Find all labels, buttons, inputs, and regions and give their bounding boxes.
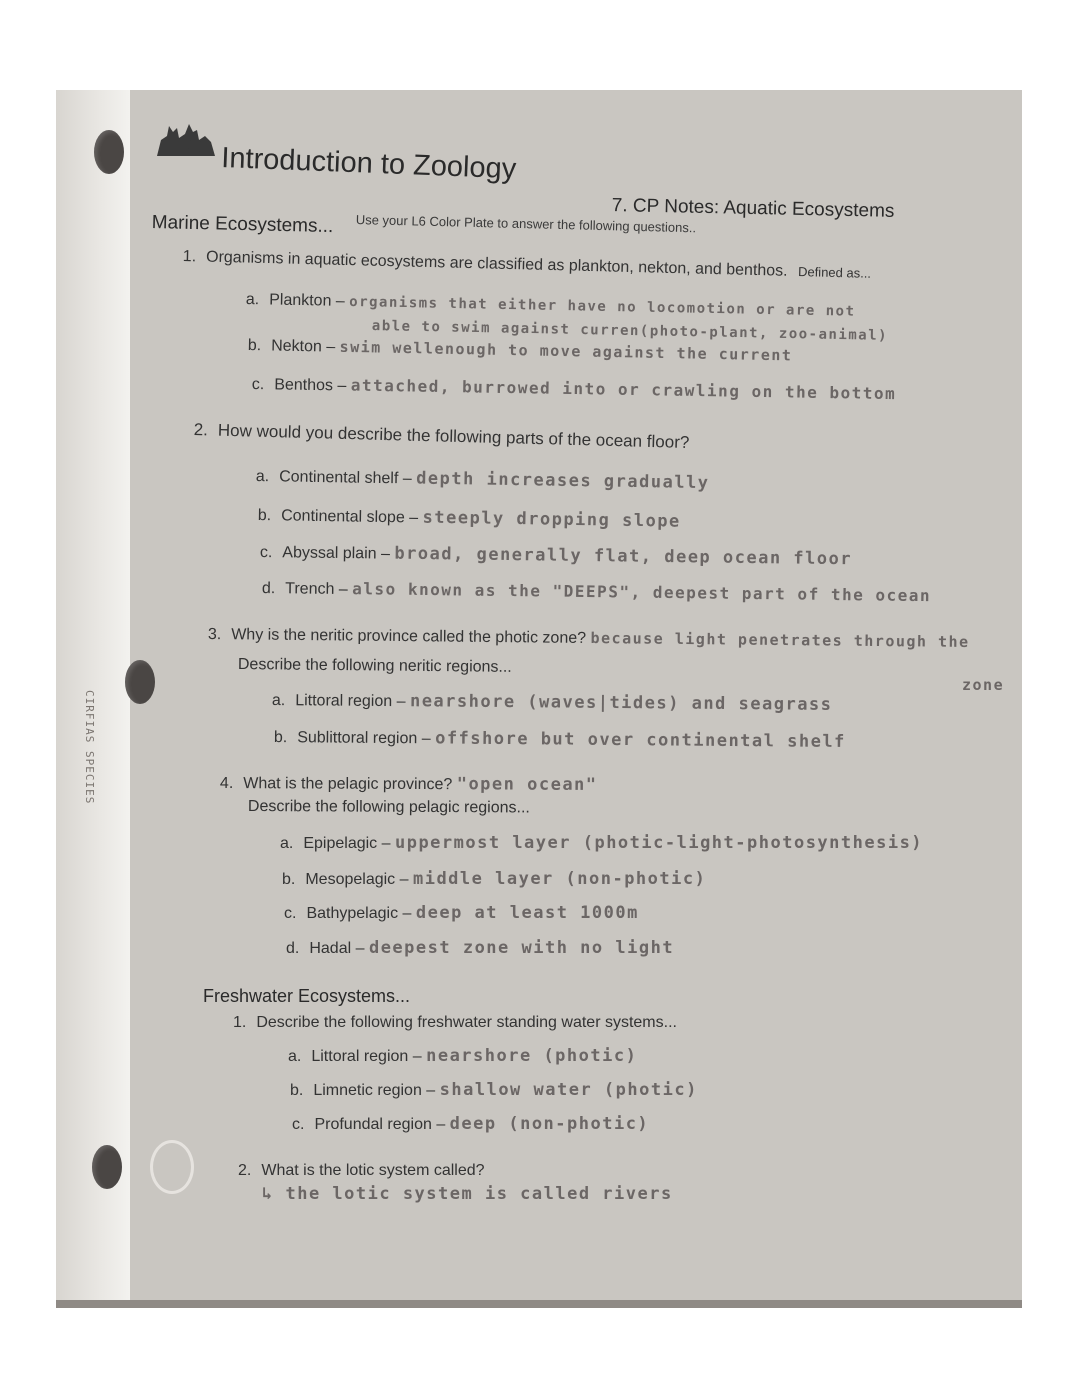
margin-side-text: CIRFIAS SPECIES xyxy=(83,690,96,805)
question-suffix: Defined as... xyxy=(797,264,872,281)
mesopelagic-item xyxy=(282,869,706,889)
item-letter: c. xyxy=(292,1116,305,1133)
item-label: Hadal – xyxy=(309,940,365,957)
binder-hole-middle xyxy=(125,660,155,704)
item-letter: a. xyxy=(280,835,294,852)
item-letter: a. xyxy=(245,291,260,309)
freshwater-profundal-item xyxy=(292,1114,649,1134)
marine-heading: Marine Ecosystems... xyxy=(151,212,334,238)
handwritten-answer: swim wellenough to move against the current xyxy=(339,337,793,365)
item-letter: b. xyxy=(282,871,296,888)
handwritten-answer: deep at least 1000m xyxy=(415,903,639,923)
freshwater-limnetic-item xyxy=(290,1080,698,1100)
handwritten-answer: nearshore (photic) xyxy=(426,1046,638,1066)
bottom-shadow xyxy=(56,1300,1022,1308)
item-label: Epipelagic – xyxy=(303,835,391,852)
handwritten-answer: shallow water (photic) xyxy=(439,1080,698,1100)
question-text: How would you describe the following parts of the ocean floor? xyxy=(217,420,690,452)
handwritten-answer: "open ocean" xyxy=(456,774,598,795)
handwritten-answer: deepest zone with no light xyxy=(368,938,675,958)
neritic-subprompt: Describe the following neritic regions... xyxy=(237,656,512,676)
item-label: Plankton – xyxy=(269,291,345,310)
worksheet-subtitle: 7. CP Notes: Aquatic Ecosystems xyxy=(611,195,895,222)
handwritten-answer: steeply dropping slope xyxy=(422,507,681,532)
question-text: Organisms in aquatic ecosystems are classified as plankton, nekton, and benthos. xyxy=(205,248,788,280)
item-letter: a. xyxy=(255,467,270,486)
item-letter: a. xyxy=(271,691,286,710)
handwritten-answer: depth increases gradually xyxy=(415,468,710,494)
binder-hole-top xyxy=(94,130,124,174)
item-label: Littoral region – xyxy=(311,1048,422,1065)
item-letter: b. xyxy=(247,336,262,355)
item-label: Littoral region – xyxy=(295,692,406,711)
handwritten-answer: ↳ the lotic system is called rivers xyxy=(262,1184,673,1204)
question-number: 2. xyxy=(193,420,209,440)
handwritten-answer: deep (non-photic) xyxy=(449,1114,650,1134)
freshwater-question-1 xyxy=(233,1014,677,1032)
question-text: Why is the neritic province called the photic zone? xyxy=(231,626,587,647)
item-label: Continental shelf – xyxy=(279,468,412,488)
item-letter: b. xyxy=(257,506,272,525)
question-text: What is the lotic system called? xyxy=(261,1162,485,1179)
item-letter: d. xyxy=(286,940,300,957)
item-label: Profundal region – xyxy=(314,1116,446,1133)
item-letter: b. xyxy=(290,1082,304,1099)
binder-hole-bottom xyxy=(92,1145,122,1189)
question-number: 1. xyxy=(233,1014,247,1031)
handwritten-answer-continued: able to swim against curren(photo-plant, zoo-animal) xyxy=(371,318,889,344)
item-label: Limnetic region – xyxy=(313,1082,436,1099)
question-number: 3. xyxy=(207,625,222,644)
item-letter: c. xyxy=(284,905,297,922)
item-label: Mesopelagic – xyxy=(305,871,409,888)
item-letter: c. xyxy=(259,543,273,562)
handwritten-answer: offshore but over continental shelf xyxy=(435,728,846,752)
freshwater-heading: Freshwater Ecosystems... xyxy=(203,986,411,1006)
instructions-text: Use your L6 Color Plate to answer the following questions.. xyxy=(355,212,697,236)
animals-silhouette-icon xyxy=(155,118,217,158)
handwritten-answer: attached, burrowed into or crawling on the bottom xyxy=(350,375,897,404)
item-label: Nekton – xyxy=(270,337,336,356)
handwritten-answer: nearshore (waves|tides) and seagrass xyxy=(409,691,833,715)
question-number: 4. xyxy=(219,775,234,793)
question-number: 1. xyxy=(182,248,197,266)
freshwater-littoral-item xyxy=(288,1046,637,1066)
item-letter: a. xyxy=(288,1048,302,1065)
question-number: 2. xyxy=(238,1162,252,1179)
binder-hole-ring xyxy=(150,1140,194,1194)
pelagic-subprompt: Describe the following pelagic regions... xyxy=(247,798,530,817)
item-label: Benthos – xyxy=(274,376,347,395)
handwritten-answer: also known as the "DEEPS", deepest part of the ocean xyxy=(352,579,932,606)
item-label: Continental slope – xyxy=(281,507,419,527)
item-letter: c. xyxy=(251,375,265,394)
question-text: What is the pelagic province? xyxy=(243,775,453,794)
handwritten-answer: uppermost layer (photic-light-photosynthesis) xyxy=(394,833,924,853)
handwritten-answer: organisms that either have no locomotion or are not xyxy=(349,293,856,320)
handwritten-answer: because light penetrates through the xyxy=(590,629,970,651)
hadal-item xyxy=(286,938,674,958)
item-label: Trench – xyxy=(285,580,348,599)
handwritten-answer: broad, generally flat, deep ocean floor xyxy=(394,543,853,570)
handwritten-answer: middle layer (non-photic) xyxy=(412,869,707,889)
bathypelagic-item xyxy=(284,903,639,923)
handwritten-answer-continued: zone xyxy=(962,676,1005,694)
epipelagic-item xyxy=(280,833,923,853)
item-label: Abyssal plain – xyxy=(282,544,391,563)
worksheet-title: Introduction to Zoology xyxy=(220,142,517,186)
item-label: Sublittoral region – xyxy=(297,729,431,748)
marine-question-4 xyxy=(220,773,598,795)
question-text: Describe the following freshwater standing water systems... xyxy=(256,1014,677,1031)
item-letter: b. xyxy=(273,728,288,747)
freshwater-question-2 xyxy=(238,1162,485,1180)
item-label: Bathypelagic – xyxy=(306,905,412,922)
item-letter: d. xyxy=(261,579,276,598)
